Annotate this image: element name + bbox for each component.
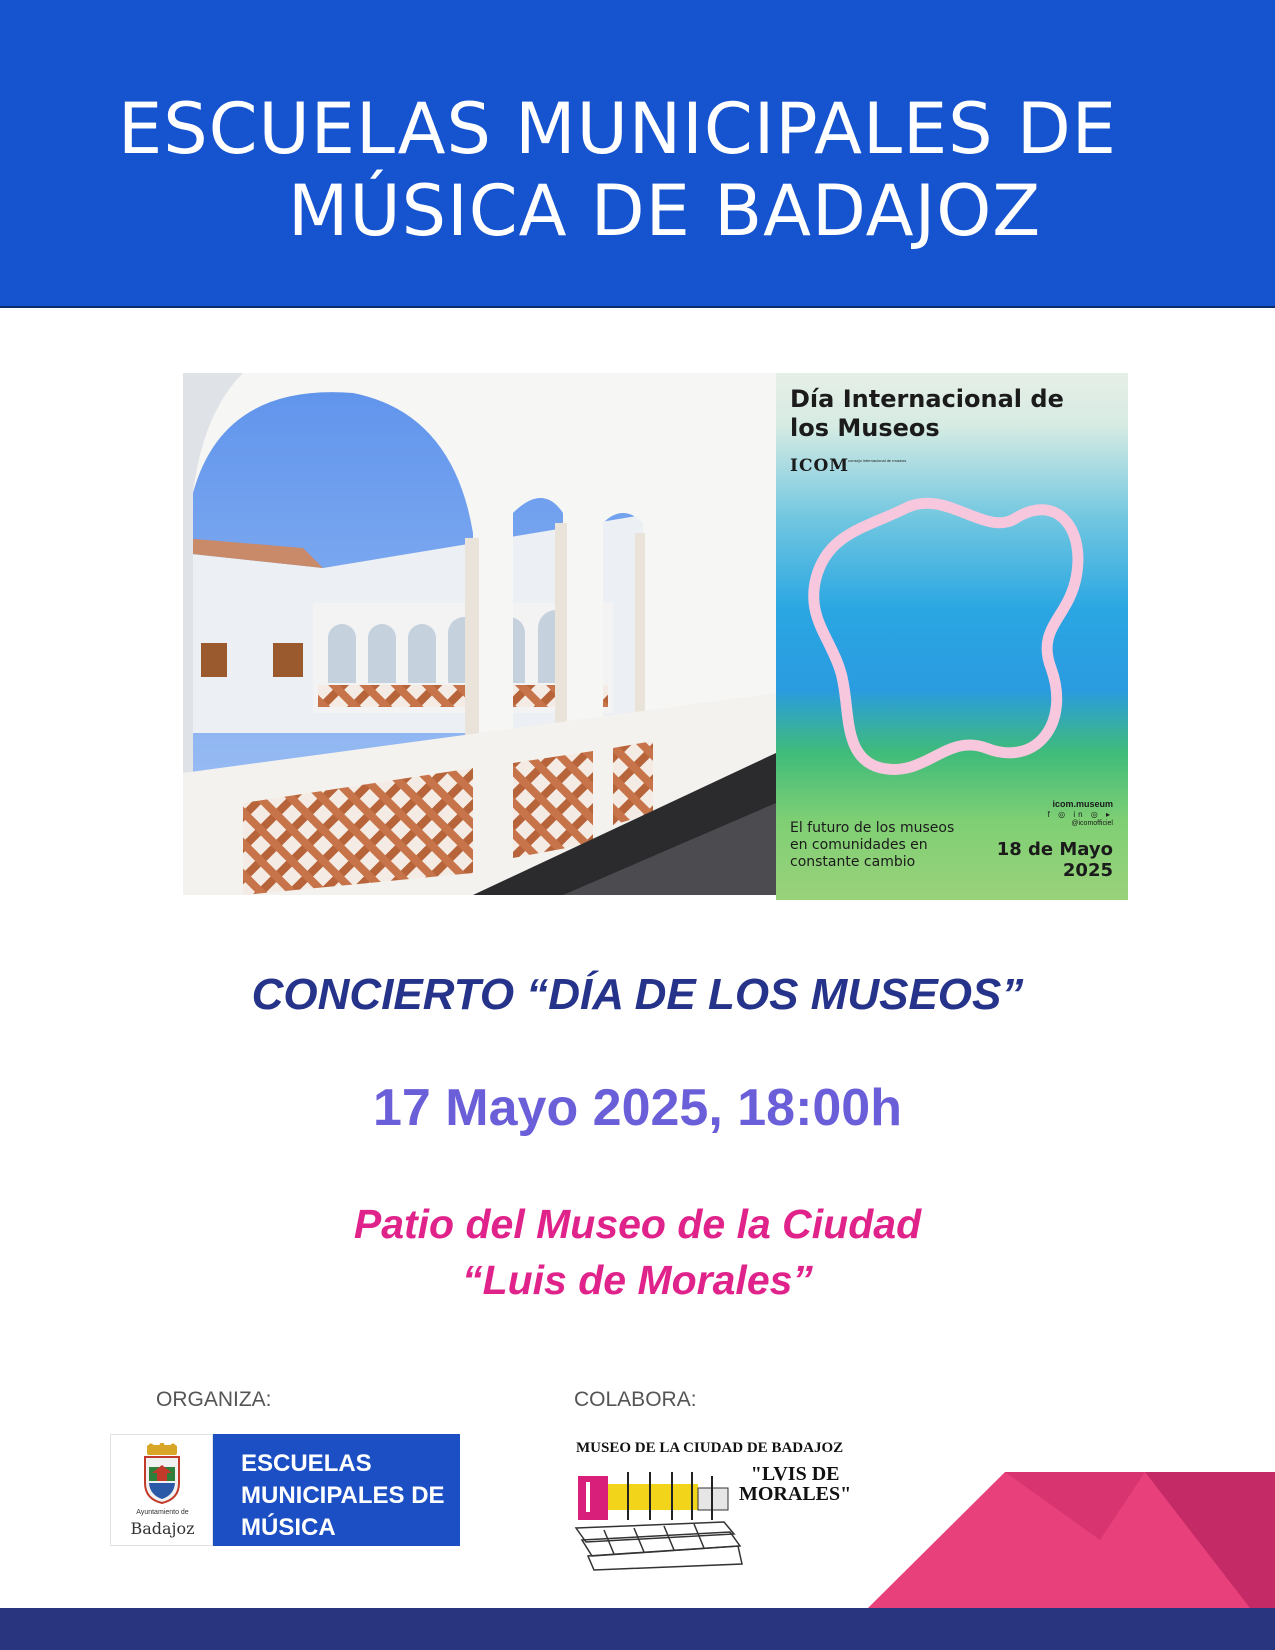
courtyard-photo	[183, 373, 776, 895]
poster-tagline: El futuro de los museos en comunidades en constante cambio	[790, 820, 955, 870]
museum-building-icon	[574, 1462, 744, 1572]
poster-handle: @icomofficiel	[1071, 820, 1113, 827]
schools-logo-text	[241, 1448, 445, 1544]
city-crest-icon	[139, 1443, 185, 1505]
schools-logo-line3: MÚSICA	[241, 1514, 336, 1541]
museum-logo-sub	[739, 1464, 851, 1504]
blob-shape-icon	[786, 468, 1106, 788]
venue-line2: “Luis de Morales”	[462, 1257, 813, 1303]
museum-logo-sub2: MORALES"	[739, 1483, 852, 1505]
museum-day-poster	[776, 373, 1128, 900]
organizer-logo	[110, 1434, 460, 1546]
venue-line1: Patio del Museo de la Ciudad	[353, 1201, 922, 1247]
ayuntamiento-label: Ayuntamiento de	[136, 1509, 189, 1516]
schools-logo-line2: MUNICIPALES DE	[241, 1482, 445, 1509]
colabora-label: COLABORA:	[574, 1388, 697, 1411]
event-venue	[0, 1196, 1275, 1308]
icom-logo-sub: consejo internacional de museos	[848, 458, 907, 463]
page-title-line2: MÚSICA DE BADAJOZ	[288, 170, 1042, 252]
city-crest-panel	[110, 1434, 213, 1546]
museum-logo-sub1: "LVIS DE	[750, 1463, 840, 1485]
concert-title: CONCIERTO “DÍA DE LOS MUSEOS”	[251, 970, 1024, 1019]
badajoz-label: Badajoz	[130, 1519, 195, 1538]
schools-logo-panel	[213, 1434, 460, 1546]
event-datetime: 17 Mayo 2025, 18:00h	[373, 1079, 902, 1137]
header-banner	[0, 0, 1275, 308]
poster-date: 18 de Mayo 2025	[996, 839, 1113, 881]
poster-title: Día Internacional de los Museos	[790, 385, 1064, 442]
schools-logo-line1: ESCUELAS	[241, 1450, 372, 1477]
page-title-line1: ESCUELAS MUNICIPALES DE	[118, 88, 1118, 170]
poster-site: icom.museum	[1052, 799, 1113, 809]
organiza-label: ORGANIZA:	[156, 1388, 272, 1411]
icom-logo: ICOM	[790, 456, 850, 476]
museum-logo-title: MUSEO DE LA CIUDAD DE BADAJOZ	[576, 1440, 844, 1456]
collaborator-logo	[574, 1440, 852, 1572]
footer-bar	[0, 1608, 1275, 1650]
poster-social-icons: f ◎ in ◎ ▸	[1047, 810, 1113, 819]
